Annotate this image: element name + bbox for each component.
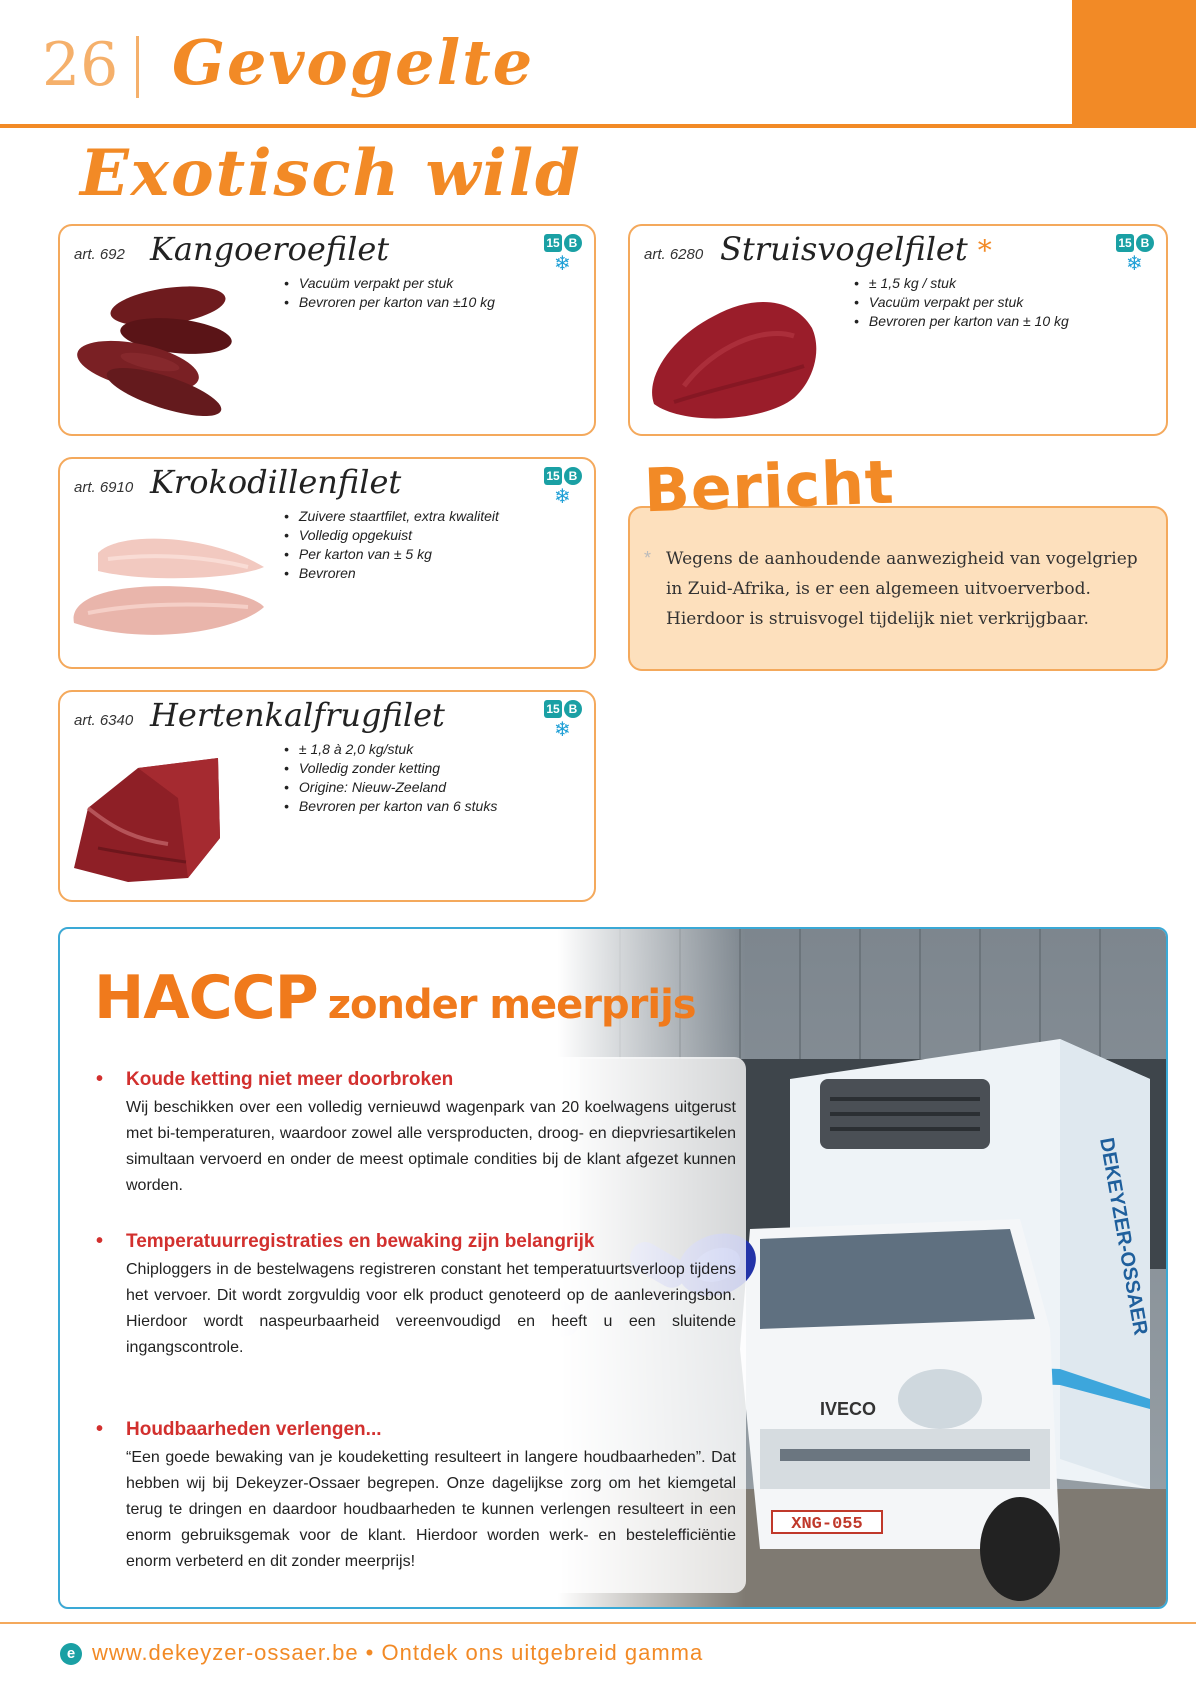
storage-badges bbox=[544, 467, 584, 511]
article-number: art. 6340 bbox=[74, 712, 134, 729]
category-badge: B bbox=[564, 700, 582, 718]
storage-badges bbox=[544, 234, 584, 278]
feature-item: • Zuivere staartfilet, extra kwaliteit bbox=[284, 507, 499, 526]
feature-item: • Vacuüm verpakt per stuk bbox=[854, 293, 1069, 312]
haccp-item-body: “Een goede bewaking van je koudeketting resulteert in langere houdbaarheden”. Dat hebben wij bij Dekeyzer-Ossaer begrepen. Onze dagelijkse zorg om het kiemgetal terug te dringen en daardoor houdbaarheden te kunnen verlengen resulteert in een enorm gebruiksgemak voor de klant. Hierdoor worden werk- en bestelefficiëntie enorm verbeterd en dit zonder meerprijs! bbox=[126, 1449, 736, 1570]
product-name: Hertenkalfrugfilet bbox=[150, 696, 445, 734]
feature-item: • ± 1,8 à 2,0 kg/stuk bbox=[284, 740, 497, 759]
feature-item: • Bevroren per karton van ±10 kg bbox=[284, 293, 495, 312]
footer-website-link[interactable]: www.dekeyzer-ossaer.be • Ontdek ons uitgebreid gamma bbox=[92, 1640, 704, 1665]
category-badge: B bbox=[1136, 234, 1154, 252]
article-number: art. 692 bbox=[74, 246, 125, 263]
feature-list bbox=[284, 507, 499, 583]
feature-item: • Per karton van ± 5 kg bbox=[284, 545, 499, 564]
chapter-title: Gevogelte bbox=[172, 26, 535, 99]
notice-text: Wegens de aanhoudende aanwezigheid van vogelgriep in Zuid-Afrika, is er een algemeen uitvoerverbod. Hierdoor is struisvogel tijdelijk niet verkrijgbaar. bbox=[666, 549, 1138, 629]
days-badge: 15 bbox=[544, 467, 562, 485]
haccp-item-temperature bbox=[96, 1231, 736, 1361]
category-badge: B bbox=[564, 467, 582, 485]
header-separator bbox=[136, 36, 139, 98]
storage-badges bbox=[544, 700, 584, 744]
product-name: Kangoeroefilet bbox=[150, 230, 390, 268]
haccp-item-heading: • Temperatuurregistraties en bewaking zijn belangrijk bbox=[96, 1231, 736, 1253]
haccp-item-cold-chain bbox=[96, 1069, 736, 1199]
feature-item: • Vacuüm verpakt per stuk bbox=[284, 274, 495, 293]
deer-saddle-fillet-image bbox=[68, 728, 248, 888]
header-divider bbox=[0, 124, 1196, 128]
haccp-item-shelf-life bbox=[96, 1419, 736, 1575]
section-title: Exotisch wild bbox=[80, 136, 582, 211]
feature-item: • Bevroren bbox=[284, 564, 499, 583]
product-card-kangoeroefilet bbox=[58, 224, 596, 436]
web-e-icon: e bbox=[60, 1643, 82, 1665]
feature-item: • Volledig zonder ketting bbox=[284, 759, 497, 778]
notice-title: Bericht bbox=[642, 447, 896, 527]
haccp-title: HACCP zonder meerprijs bbox=[94, 963, 696, 1033]
storage-badges bbox=[1116, 234, 1156, 278]
product-card-hertenkalfrugfilet bbox=[58, 690, 596, 902]
page-number: 26 bbox=[42, 30, 119, 100]
haccp-item-body: Chiploggers in de bestelwagens registreren constant het temperatuurtsverloop tijdens het vervoer. Dit wordt zorgvuldig voor elk product genoteerd op de aanleveringsbon. Hierdoor wordt naspeurbaarheid vereenvoudigd en heeft u een sluitende ingangscontrole. bbox=[126, 1261, 736, 1356]
feature-item: • Origine: Nieuw-Zeeland bbox=[284, 778, 497, 797]
frozen-snowflake-icon: ❄ bbox=[554, 719, 571, 741]
header-accent-block bbox=[1072, 0, 1196, 126]
kangaroo-fillet-image bbox=[68, 270, 248, 420]
article-number: art. 6280 bbox=[644, 246, 704, 263]
frozen-snowflake-icon: ❄ bbox=[1126, 253, 1143, 275]
days-badge: 15 bbox=[544, 700, 562, 718]
days-badge: 15 bbox=[544, 234, 562, 252]
notice-asterisk: * bbox=[644, 548, 652, 568]
days-badge: 15 bbox=[1116, 234, 1134, 252]
category-badge: B bbox=[564, 234, 582, 252]
feature-item: • Bevroren per karton van ± 10 kg bbox=[854, 312, 1069, 331]
product-name: Krokodillenfilet bbox=[150, 463, 402, 501]
footer-divider bbox=[0, 1622, 1196, 1624]
product-name: Struisvogelfilet * bbox=[720, 230, 992, 268]
feature-item: • Bevroren per karton van 6 stuks bbox=[284, 797, 497, 816]
feature-list bbox=[854, 274, 1069, 331]
product-card-krokodillenfilet bbox=[58, 457, 596, 669]
haccp-section bbox=[58, 927, 1168, 1609]
haccp-item-heading: • Koude ketting niet meer doorbroken bbox=[96, 1069, 736, 1091]
article-number: art. 6910 bbox=[74, 479, 134, 496]
haccp-item-body: Wij beschikken over een volledig vernieuwd wagenpark van 20 koelwagens uitgerust met bi-temperaturen, waardoor zowel alle versproducten, droog- en diepvriesartikelen simultaan vervoerd en onder de meest optimale condities bij de klant afgezet kunnen worden. bbox=[126, 1099, 736, 1194]
feature-item: • ± 1,5 kg / stuk bbox=[854, 274, 1069, 293]
product-card-struisvogelfilet bbox=[628, 224, 1168, 436]
crocodile-fillet-image bbox=[68, 503, 268, 653]
feature-item: • Volledig opgekuist bbox=[284, 526, 499, 545]
notice-box bbox=[628, 506, 1168, 671]
frozen-snowflake-icon: ❄ bbox=[554, 486, 571, 508]
ostrich-fillet-image bbox=[644, 276, 824, 426]
haccp-item-heading: • Houdbaarheden verlengen... bbox=[96, 1419, 736, 1441]
feature-list bbox=[284, 274, 495, 312]
feature-list bbox=[284, 740, 497, 816]
asterisk-mark: * bbox=[977, 234, 992, 267]
frozen-snowflake-icon: ❄ bbox=[554, 253, 571, 275]
